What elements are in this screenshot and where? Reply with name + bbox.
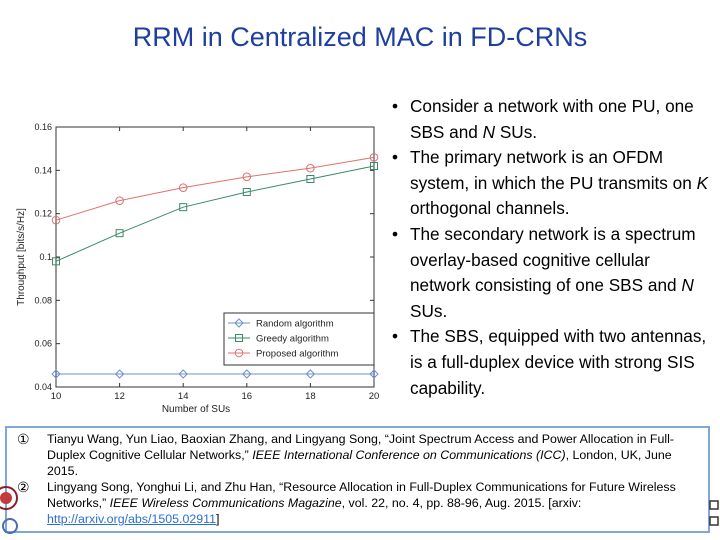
reference-number: ② (17, 479, 30, 495)
bullet-item (392, 324, 714, 401)
logo-fragment-left (0, 478, 16, 534)
bullet-marker: • (392, 223, 399, 244)
reference-link[interactable]: http://arxiv.org/abs/1505.02911 (47, 512, 216, 526)
text-run: , London, UK, June 2015. (47, 448, 672, 478)
text-run: N (681, 275, 694, 296)
bullet-marker: • (392, 96, 399, 116)
slide-title: RRM in Centralized MAC in FD-CRNs (132, 22, 588, 52)
text-run: N (482, 121, 496, 142)
bullet-item (392, 145, 714, 222)
text-run: The SBS, equipped with two antennas, is a full-duplex device with strong SIS capability. (410, 326, 707, 398)
x-tick-label: 20 (368, 391, 380, 402)
throughput-chart (14, 115, 380, 415)
legend-label: Random algorithm (256, 318, 334, 330)
chart-svg (14, 115, 380, 415)
reference-number: ① (17, 431, 30, 447)
bullet-marker: • (392, 147, 399, 168)
logo-fragment-right (708, 495, 720, 535)
text-run: Lingyang Song, Yonghui Li, and Zhu Han, “Resource Allocation in Full-Duplex Communications for Future Wireless Networks,” (47, 480, 676, 510)
bullet-list (392, 94, 714, 401)
x-tick-label: 16 (241, 391, 253, 402)
reference-item (11, 479, 704, 527)
text-run: K (696, 172, 709, 193)
text-run: The secondary network is a spectrum overlay-based cognitive cellular network consisting of one SBS and (410, 223, 696, 296)
y-tick-label: 0.06 (34, 338, 52, 349)
x-tick-label: 12 (114, 391, 125, 402)
text-run: Tianyu Wang, Yun Liao, Baoxian Zhang, and Lingyang Song, “Joint Spectrum Access and Power Allocation in Full-Duplex Cognitive Cellular Networks,” (47, 432, 675, 462)
x-tick-label: 14 (177, 391, 189, 402)
y-tick-label: 0.16 (34, 122, 52, 132)
x-tick-label: 10 (50, 391, 62, 402)
bullet-item (392, 94, 714, 145)
x-tick-label: 18 (305, 391, 316, 402)
text-run: SUs. (410, 300, 448, 321)
y-tick-label: 0.12 (34, 208, 52, 219)
reference-item (11, 431, 704, 479)
series-line (56, 166, 374, 261)
text-run: SUs. (495, 121, 538, 142)
x-axis-label: Number of SUs (161, 404, 231, 415)
text-run: orthogonal channels. (410, 198, 570, 219)
y-tick-label: 0.04 (34, 382, 52, 392)
bullet-item (392, 222, 714, 324)
series-line (56, 157, 374, 220)
text-run: IEEE International Conference on Communications (ICC) (252, 448, 566, 462)
y-tick-label: 0.08 (34, 295, 52, 306)
legend-label: Proposed algorithm (256, 348, 339, 360)
references-box (5, 426, 710, 533)
text-run: ] (216, 512, 220, 526)
y-tick-label: 0.1 (39, 252, 52, 262)
text-run: IEEE Wireless Communications Magazine (109, 496, 342, 510)
legend-label: Greedy algorithm (256, 333, 329, 345)
text-run: Consider a network with one PU, one SBS and (410, 96, 694, 142)
y-tick-label: 0.14 (34, 165, 52, 176)
bullet-marker: • (392, 326, 399, 347)
text-run: The primary network is an OFDM system, in which the PU transmits on (410, 147, 697, 193)
y-axis-label: Throughput [bits/s/Hz] (16, 208, 27, 306)
text-run: , vol. 22, no. 4, pp. 88-96, Aug. 2015. [arxiv: (341, 496, 582, 510)
